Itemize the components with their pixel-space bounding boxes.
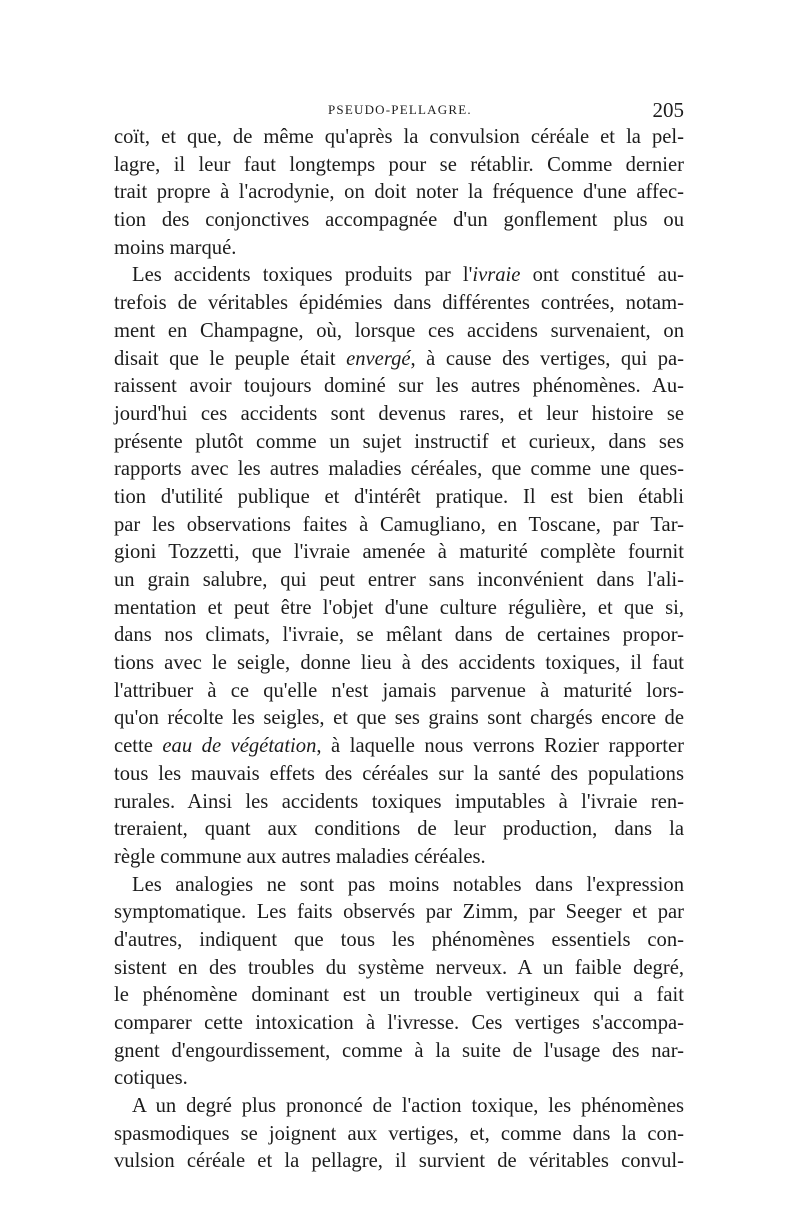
text-line: spasmodiques se joignent aux vertiges, et, comme dans la con- <box>114 1122 684 1145</box>
text-line: qu'on récolte les seigles, et que ses grains sont chargés encore de <box>114 707 684 730</box>
text-line: dans nos climats, l'ivraie, se mêlant dans de certaines propor- <box>114 624 684 647</box>
text-line: coït, et que, de même qu'après la convulsion céréale et la pel- <box>114 126 684 148</box>
text-line: gnent d'engourdissement, comme à la suite de l'usage des nar- <box>114 1039 684 1062</box>
text-line: jourd'hui ces accidents sont devenus rares, et leur histoire se <box>114 402 684 425</box>
text-line: disait que le peuple était envergé, à cause des vertiges, qui pa- <box>114 347 684 370</box>
page-header <box>114 98 684 122</box>
text-line: comparer cette intoxication à l'ivresse. Ces vertiges s'accompa- <box>114 1012 684 1034</box>
text-line: par les observations faites à Camugliano, en Toscane, par Tar- <box>114 513 684 536</box>
text-line: Les analogies ne sont pas moins notables dans l'expression <box>132 873 684 896</box>
text-line: tion d'utilité publique et d'intérêt pratique. Il est bien établi <box>114 485 684 508</box>
text-line: Les accidents toxiques produits par l'ivraie ont constitué au- <box>132 264 684 287</box>
italic-term: eau de végétation <box>162 735 317 758</box>
text-line: un grain salubre, qui peut entrer sans inconvénient dans l'ali- <box>114 569 684 591</box>
body-text <box>114 124 684 1176</box>
italic-term: envergé <box>346 347 411 370</box>
text-line: présente plutôt comme un sujet instructif et curieux, dans ses <box>114 430 684 453</box>
running-title: PSEUDO-PELLAGRE. <box>328 102 472 117</box>
text-line: tous les mauvais effets des céréales sur la santé des populations <box>114 762 684 785</box>
page-number: 205 <box>652 98 684 122</box>
text-line: trait propre à l'acrodynie, on doit noter la fréquence d'une affec- <box>114 181 684 204</box>
text-line: rapports avec les autres maladies céréales, que comme une ques- <box>114 458 684 481</box>
text-line: A un degré plus prononcé de l'action toxique, les phénomènes <box>132 1095 684 1118</box>
text-line: trefois de véritables épidémies dans différentes contrées, notam- <box>114 292 684 315</box>
text-line: tions avec le seigle, donne lieu à des accidents toxiques, il faut <box>114 652 684 675</box>
text-line: l'attribuer à ce qu'elle n'est jamais parvenue à maturité lors- <box>114 679 684 702</box>
text-line: gioni Tozzetti, que l'ivraie amenée à maturité complète fournit <box>114 541 684 564</box>
text-line: mentation et peut être l'objet d'une culture régulière, et que si, <box>114 596 684 619</box>
text-line: lagre, il leur faut longtemps pour se rétablir. Comme dernier <box>114 153 684 176</box>
italic-term: ivraie <box>472 264 521 287</box>
text-line: cotiques. <box>114 1067 188 1090</box>
text-line: symptomatique. Les faits observés par Zimm, par Seeger et par <box>114 901 684 924</box>
text-line: le phénomène dominant est un trouble vertigineux qui a fait <box>114 984 684 1007</box>
text-line: ment en Champagne, où, lorsque ces accidens survenaient, on <box>114 319 684 342</box>
text-line: cette eau de végétation, à laquelle nous verrons Rozier rapporter <box>114 735 685 758</box>
text-line: d'autres, indiquent que tous les phénomènes essentiels con- <box>114 928 684 951</box>
text-line: tion des conjonctives accompagnée d'un gonflement plus ou <box>114 209 684 232</box>
text-line: vulsion céréale et la pellagre, il survient de véritables convul- <box>114 1150 684 1173</box>
text-line: sistent en des troubles du système nerveux. A un faible degré, <box>114 956 684 979</box>
text-line: raissent avoir toujours dominé sur les autres phénomènes. Au- <box>114 375 684 398</box>
text-line: treraient, quant aux conditions de leur production, dans la <box>114 818 684 841</box>
text-line: règle commune aux autres maladies céréales. <box>114 845 486 868</box>
text-line: rurales. Ainsi les accidents toxiques imputables à l'ivraie ren- <box>114 790 684 813</box>
text-line: moins marqué. <box>114 236 237 259</box>
